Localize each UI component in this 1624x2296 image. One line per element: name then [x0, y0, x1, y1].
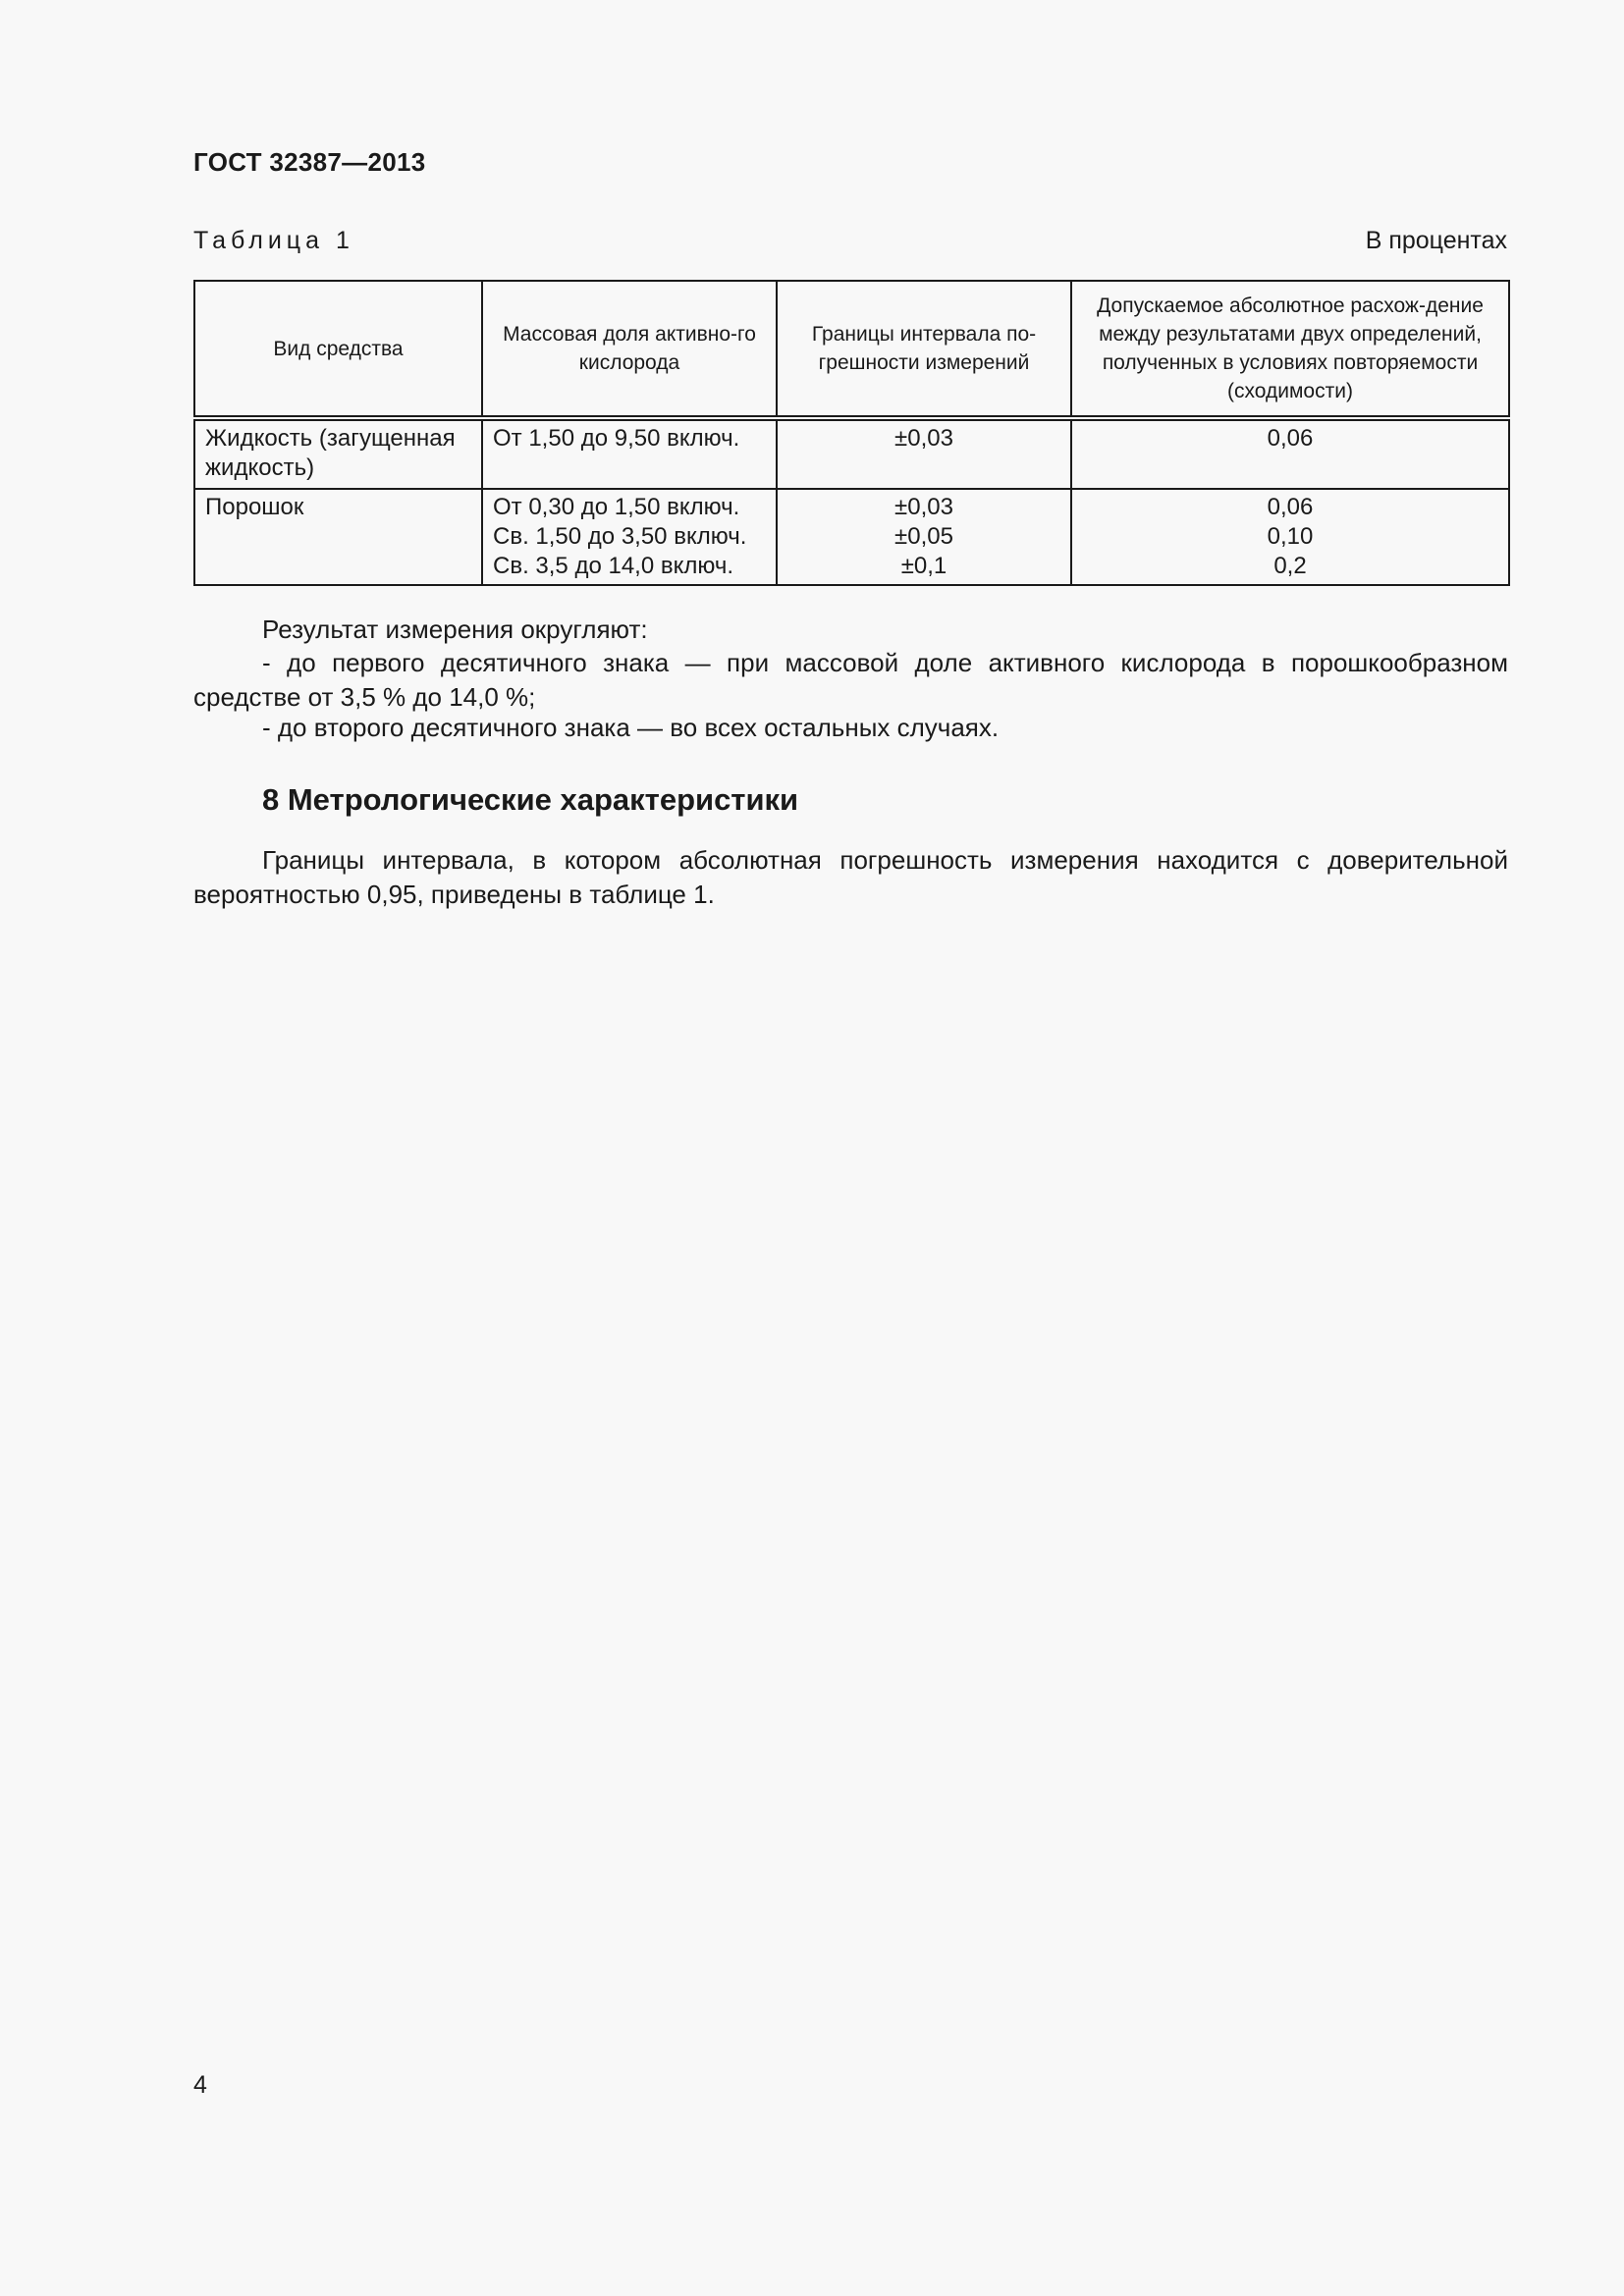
- table-caption: Таблица 1: [193, 227, 354, 254]
- cell-line: ±0,1: [900, 553, 947, 579]
- cell-line: Св. 1,50 до 3,50 включ.: [493, 523, 747, 550]
- cell-line: 0,2: [1273, 553, 1307, 579]
- cell-line: 0,10: [1267, 523, 1314, 550]
- cell-line: 0,06: [1267, 425, 1314, 452]
- cell-error: [777, 418, 1071, 489]
- metrology-table: [193, 280, 1510, 586]
- table-row: [194, 418, 1509, 489]
- rounding-item-2: - до второго десятичного знака — во всех остальных случаях.: [262, 713, 1000, 742]
- document-id: ГОСТ 32387—2013: [193, 147, 426, 177]
- column-header-type: Вид средства: [194, 281, 482, 418]
- cell-type: Жидкость (загущенная жидкость): [194, 418, 482, 489]
- column-header-error: Границы интервала по-грешности измерений: [777, 281, 1071, 418]
- column-header-discrepancy: Допускаемое абсолютное расхож-дение между результатами двух определений, полученных в условиях повторяемости (сходимости): [1071, 281, 1509, 418]
- cell-line: От 0,30 до 1,50 включ.: [493, 494, 740, 520]
- section-heading: 8 Метрологические характеристики: [262, 782, 799, 817]
- cell-line: ±0,05: [894, 523, 953, 550]
- cell-line: ±0,03: [894, 494, 953, 520]
- cell-line: От 1,50 до 9,50 включ.: [493, 425, 740, 452]
- cell-line: ±0,03: [894, 425, 953, 452]
- table-header-row: [194, 281, 1509, 418]
- table-units: В процентах: [1365, 227, 1507, 254]
- cell-line: Св. 3,5 до 14,0 включ.: [493, 553, 734, 579]
- cell-discrepancy: [1071, 418, 1509, 489]
- cell-line: 0,06: [1267, 494, 1314, 520]
- rounding-intro: Результат измерения округляют:: [262, 614, 648, 644]
- cell-error: [777, 489, 1071, 585]
- column-header-fraction: Массовая доля активно-го кислорода: [482, 281, 777, 418]
- table-row: [194, 489, 1509, 585]
- cell-type: Порошок: [194, 489, 482, 585]
- section-paragraph: Границы интервала, в котором абсолютная погрешность измерения находится с доверительной вероятностью 0,95, приведены в таблице 1.: [193, 845, 1508, 909]
- cell-fraction: [482, 489, 777, 585]
- cell-discrepancy: [1071, 489, 1509, 585]
- rounding-item-1: - до первого десятичного знака — при массовой доле активного кислорода в порошкообразном средстве от 3,5 % до 14,0 %;: [193, 648, 1508, 712]
- page-number: 4: [193, 2071, 207, 2099]
- cell-fraction: [482, 418, 777, 489]
